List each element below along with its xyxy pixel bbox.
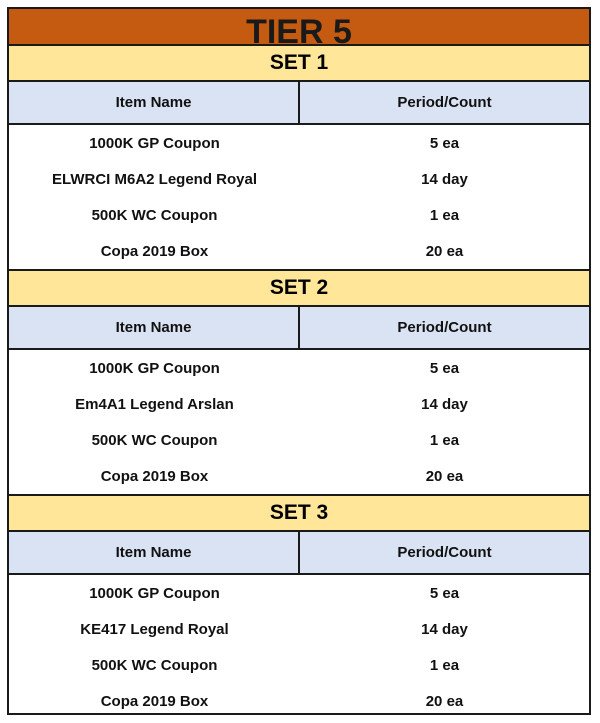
- header-period-count: Period/Count: [397, 94, 492, 111]
- table-row: [9, 125, 589, 161]
- header-item-name: Item Name: [9, 532, 300, 573]
- item-name: Copa 2019 Box: [100, 242, 209, 260]
- table-header: [9, 307, 589, 350]
- item-name: Copa 2019 Box: [100, 467, 209, 485]
- set-title: SET 3: [9, 496, 589, 532]
- item-name: ELWRCI M6A2 Legend Royal: [51, 170, 258, 188]
- item-count: 14 day: [421, 620, 468, 638]
- item-name: Copa 2019 Box: [100, 692, 209, 710]
- table-row: [9, 350, 589, 386]
- table-header: [9, 532, 589, 575]
- item-count: 1 ea: [429, 431, 460, 449]
- table-row: [9, 458, 589, 494]
- table-row: [9, 386, 589, 422]
- item-name: 500K WC Coupon: [91, 431, 218, 449]
- item-count: 14 day: [421, 170, 468, 188]
- table-row: [9, 611, 589, 647]
- header-period-count: Period/Count: [397, 319, 492, 336]
- item-name: 1000K GP Coupon: [89, 359, 220, 377]
- set-title: SET 2: [9, 271, 589, 307]
- item-name: 500K WC Coupon: [91, 656, 218, 674]
- item-count: 20 ea: [425, 242, 464, 260]
- item-name: 1000K GP Coupon: [89, 134, 220, 152]
- item-name: 1000K GP Coupon: [89, 584, 220, 602]
- reward-table: [7, 7, 591, 715]
- table-row: [9, 575, 589, 611]
- set-items: [9, 125, 589, 271]
- item-count: 1 ea: [429, 656, 460, 674]
- item-count: 5 ea: [429, 359, 460, 377]
- set-items: [9, 350, 589, 496]
- item-count: 5 ea: [429, 584, 460, 602]
- set-title: SET 1: [9, 46, 589, 82]
- table-row: [9, 683, 589, 719]
- item-count: 5 ea: [429, 134, 460, 152]
- item-count: 14 day: [421, 395, 468, 413]
- table-row: [9, 197, 589, 233]
- item-name: KE417 Legend Royal: [80, 620, 229, 638]
- header-period-count: Period/Count: [397, 544, 492, 561]
- table-row: [9, 647, 589, 683]
- table-header: [9, 82, 589, 125]
- table-row: [9, 233, 589, 269]
- header-item-name: Item Name: [9, 82, 300, 123]
- table-row: [9, 161, 589, 197]
- item-count: 20 ea: [425, 467, 464, 485]
- item-count: 1 ea: [429, 206, 460, 224]
- tier-title: TIER 5: [9, 9, 589, 46]
- table-row: [9, 422, 589, 458]
- set-items: [9, 575, 589, 719]
- item-name: 500K WC Coupon: [91, 206, 218, 224]
- item-count: 20 ea: [425, 692, 464, 710]
- item-name: Em4A1 Legend Arslan: [75, 395, 234, 413]
- header-item-name: Item Name: [9, 307, 300, 348]
